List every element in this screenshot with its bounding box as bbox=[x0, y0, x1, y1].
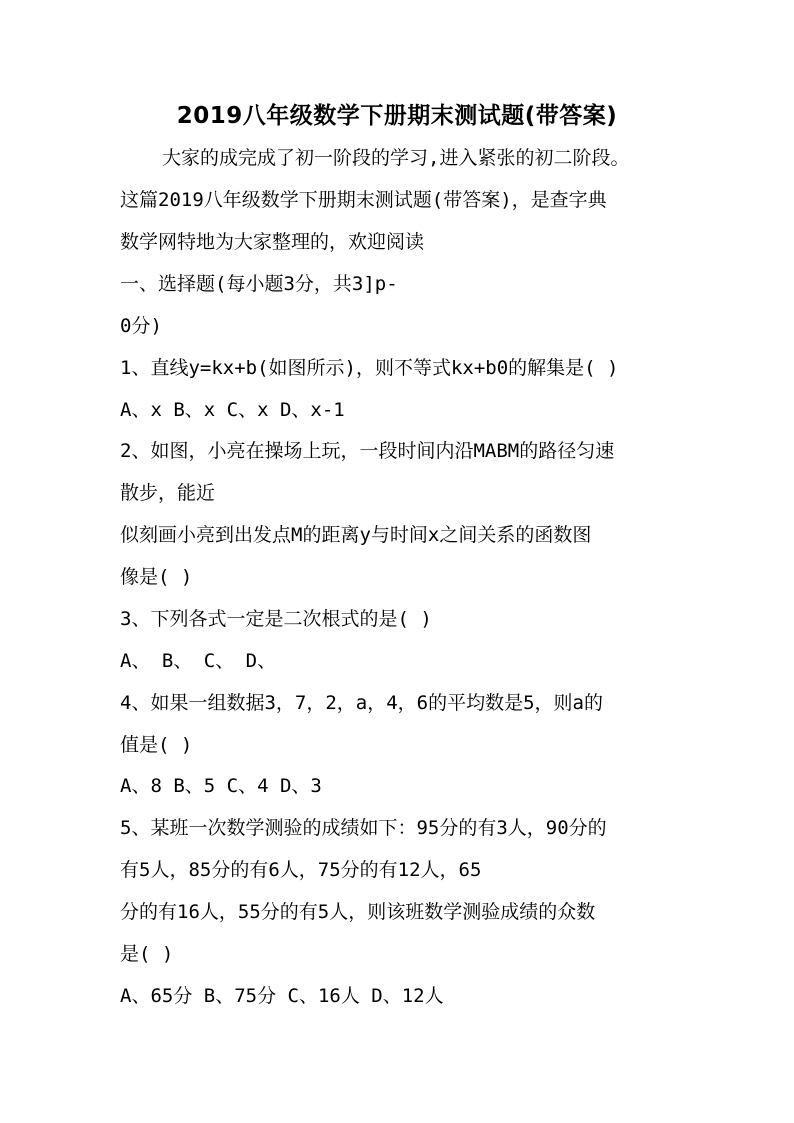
question-4-options: A、8 B、5 C、4 D、3 bbox=[120, 775, 322, 797]
question-2-cont-2: 似刻画小亮到出发点M的距离y与时间x之间关系的函数图 bbox=[120, 524, 592, 546]
document-title: 2019八年级数学下册期末测试题(带答案) bbox=[176, 103, 618, 129]
question-5-cont-1: 有5人，85分的有6人，75分的有12人，65 bbox=[120, 859, 482, 881]
question-5-cont-2: 分的有16人，55分的有5人，则该班数学测验成绩的众数 bbox=[120, 901, 596, 923]
question-5: 5、某班一次数学测验的成绩如下：95分的有3人，90分的 bbox=[120, 817, 607, 839]
intro-line-1: 大家的成完成了初一阶段的学习,进入紧张的初二阶段。 bbox=[162, 147, 630, 169]
question-3: 3、下列各式一定是二次根式的是( ) bbox=[120, 608, 432, 630]
section-heading-cont: 0分) bbox=[120, 315, 162, 337]
question-2-cont-1: 散步，能近 bbox=[120, 482, 216, 504]
question-5-cont-3: 是( ) bbox=[120, 943, 174, 965]
intro-line-3: 数学网特地为大家整理的，欢迎阅读 bbox=[120, 231, 425, 253]
question-3-options: A、 B、 C、 D、 bbox=[120, 650, 277, 672]
question-2-cont-3: 像是( ) bbox=[120, 566, 193, 588]
question-2: 2、如图，小亮在操场上玩，一段时间内沿MABM的路径匀速 bbox=[120, 440, 615, 462]
question-1: 1、直线y=kx+b(如图所示)，则不等式kx+b0的解集是( ) bbox=[120, 357, 619, 379]
question-1-options: A、x B、x C、x D、x-1 bbox=[120, 399, 345, 421]
question-4-cont: 值是( ) bbox=[120, 734, 193, 756]
question-5-options: A、65分 B、75分 C、16人 D、12人 bbox=[120, 985, 444, 1007]
question-4: 4、如果一组数据3，7，2，a，4，6的平均数是5，则a的 bbox=[120, 692, 603, 714]
intro-line-2: 这篇2019八年级数学下册期末测试题(带答案)，是查字典 bbox=[120, 189, 607, 211]
section-heading: 一、选择题(每小题3分，共3]p- bbox=[120, 273, 398, 295]
